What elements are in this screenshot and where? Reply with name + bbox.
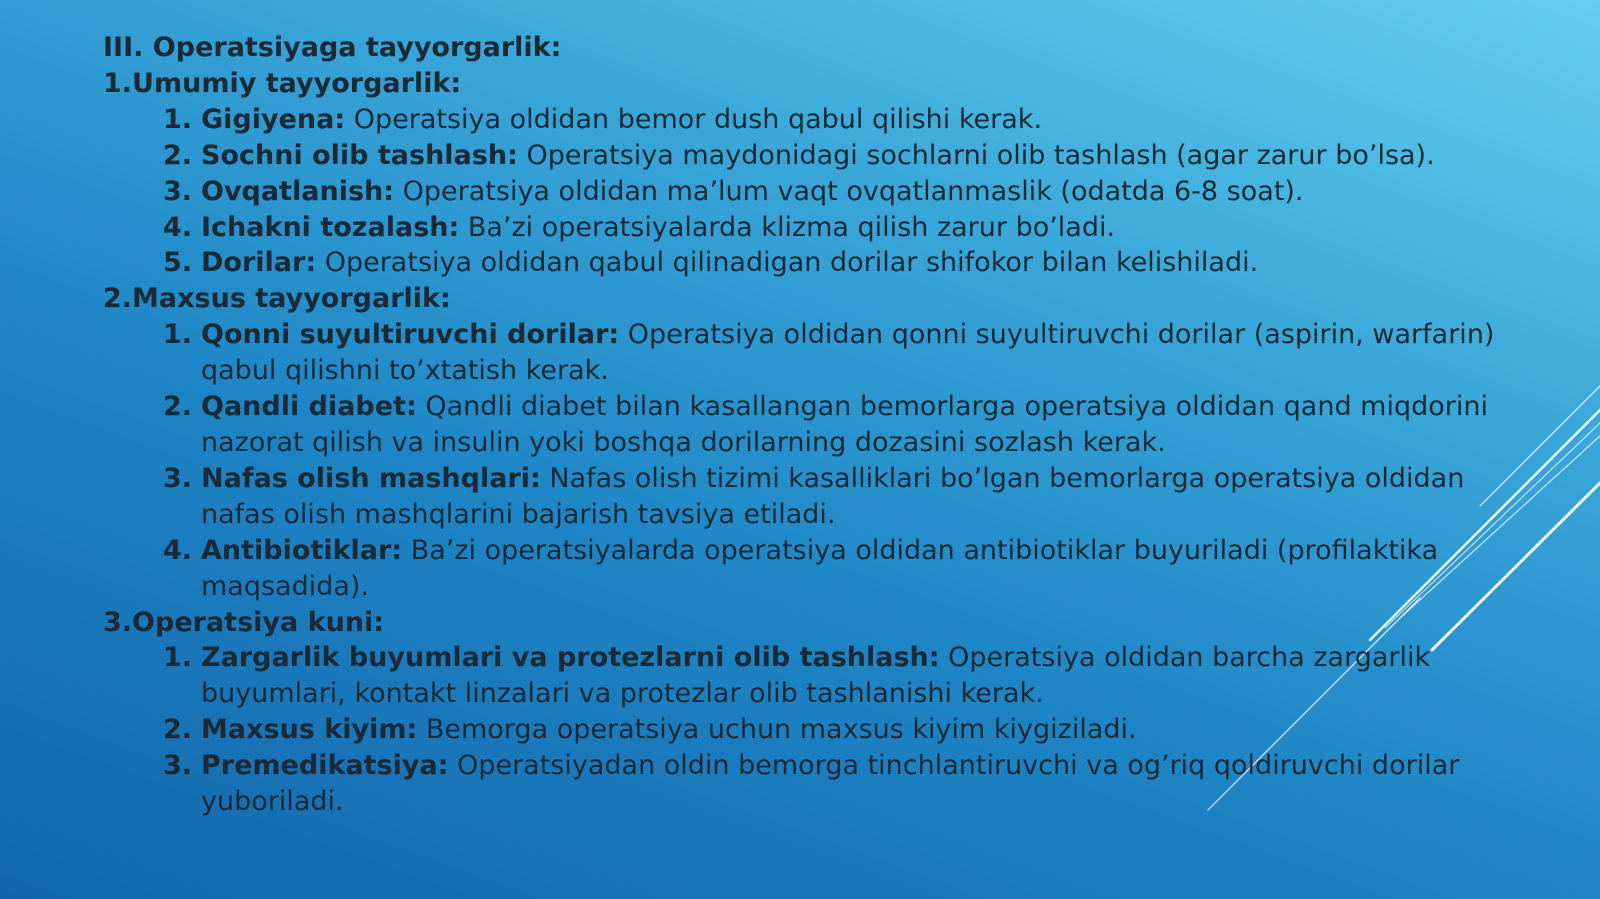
item-text: Operatsiyadan oldin bemorga tinchlantiruvchi va og’riq qoldiruvchi dorilar yuboriladi. (201, 750, 1460, 818)
item-text: Qandli diabet bilan kasallangan bemorlarga operatsiya oldidan qand miqdorini nazorat qilish va insulin yoki boshqa dorilarning dozasini sozlash kerak. (201, 391, 1489, 458)
list-item (103, 640, 1503, 712)
item-term: Dorilar: (201, 247, 317, 279)
item-number: 3. (163, 175, 193, 207)
surgery-day-list (103, 640, 1503, 820)
item-text: Bemorga operatsiya uchun maxsus kiyim kiygiziladi. (417, 714, 1137, 746)
list-item (103, 712, 1503, 748)
list-item (103, 461, 1503, 533)
item-term: Maxsus kiyim: (201, 714, 418, 746)
item-number: 1. (163, 319, 193, 351)
item-text: Operatsiya oldidan barcha zargarlik buyumlari, kontakt linzalari va protezlar olib tashlanishi kerak. (201, 642, 1431, 710)
item-term: Premedikatsiya: (201, 750, 449, 782)
item-text: Nafas olish tizimi kasalliklari bo’lgan bemorlarga operatsiya oldidan nafas olish mashqlarini bajarish tavsiya etiladi. (201, 462, 1465, 530)
list-item (103, 174, 1503, 210)
item-number: 4. (163, 211, 193, 243)
item-number: 1. (163, 642, 193, 674)
list-item (103, 210, 1503, 246)
item-term: Qandli diabet: (201, 391, 417, 423)
list-item (103, 389, 1503, 461)
section-heading-special: 2.Maxsus tayyorgarlik: (103, 283, 451, 315)
slide-title: III. Operatsiyaga tayyorgarlik: (103, 32, 562, 63)
item-text: Ba’zi operatsiyalarda klizma qilish zarur bo’ladi. (459, 211, 1116, 243)
section-heading-general: 1.Umumiy tayyorgarlik: (103, 67, 462, 99)
item-number: 2. (163, 391, 193, 423)
general-prep-list (103, 102, 1503, 282)
item-text: Operatsiya oldidan qabul qilinadigan dorilar shifokor bilan kelishiladi. (316, 247, 1259, 279)
item-text: Operatsiya oldidan ma’lum vaqt ovqatlanmaslik (odatda 6-8 soat). (394, 175, 1304, 207)
item-term: Qonni suyultiruvchi dorilar: (201, 319, 620, 351)
section-heading-surgery-day: 3.Operatsiya kuni: (103, 606, 385, 638)
list-item (103, 245, 1503, 281)
item-term: Zargarlik buyumlari va protezlarni olib tashlash: (201, 642, 940, 674)
item-term: Sochni olib tashlash: (201, 139, 518, 171)
item-term: Ovqatlanish: (201, 175, 395, 207)
item-number: 3. (163, 750, 193, 782)
special-prep-list (103, 317, 1503, 604)
list-item (103, 317, 1503, 389)
item-term: Gigiyena: (201, 103, 346, 135)
item-number: 5. (163, 247, 193, 279)
list-item (103, 748, 1503, 820)
item-term: Ichakni tozalash: (201, 211, 460, 243)
list-item (103, 138, 1503, 174)
item-text: Operatsiya maydonidagi sochlarni olib tashlash (agar zarur bo’lsa). (517, 139, 1435, 171)
item-text: Operatsiya oldidan bemor dush qabul qilishi kerak. (345, 103, 1043, 135)
list-item (103, 102, 1503, 138)
item-term: Nafas olish mashqlari: (201, 462, 541, 494)
item-number: 3. (163, 462, 193, 494)
item-number: 2. (163, 139, 193, 171)
item-text: Ba’zi operatsiyalarda operatsiya oldidan antibiotiklar buyuriladi (profilaktika maqsadida). (201, 534, 1439, 602)
item-number: 2. (163, 714, 193, 746)
item-text: Operatsiya oldidan qonni suyultiruvchi dorilar (aspirin, warfarin) qabul qilishni to’xtatish kerak. (201, 319, 1495, 387)
slide-content (103, 30, 1503, 820)
item-term: Antibiotiklar: (201, 534, 403, 566)
item-number: 4. (163, 534, 193, 566)
list-item (103, 533, 1503, 605)
item-number: 1. (163, 103, 193, 135)
